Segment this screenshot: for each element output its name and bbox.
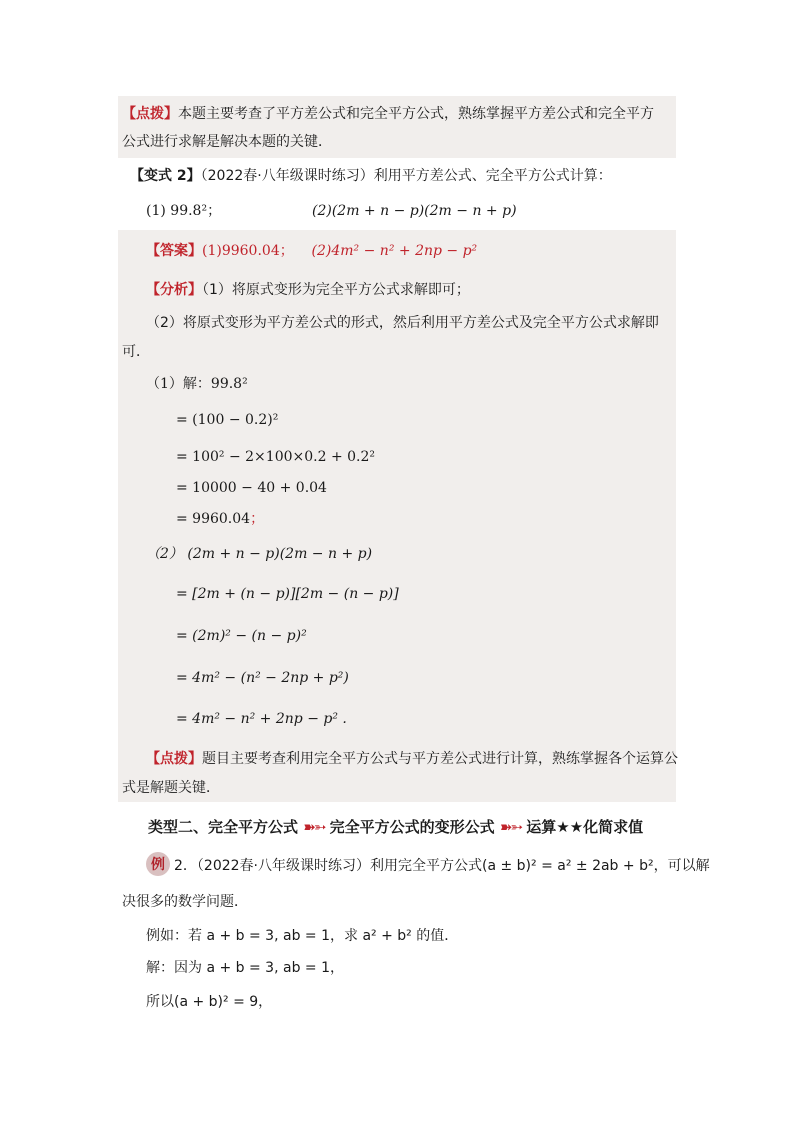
solution-2-step-1: = [2m + (n − p)][2m − (n − p)] xyxy=(176,586,399,602)
tip-2-text-1: 题目主要考查利用完全平方公式与平方差公式进行计算，熟练掌握各个运算公 xyxy=(202,751,678,767)
solution-1-step-4 xyxy=(176,509,264,529)
variant-2-q2: (2)(2m + n − p)(2m − n + p) xyxy=(312,203,517,219)
type-2-part-2: 完全平方公式的变形公式 xyxy=(329,818,495,836)
analysis-tag: 【分析】 xyxy=(146,282,202,298)
variant-2-q1: (1) 99.8²； xyxy=(146,203,222,219)
answer-part-2: (2)4m² − n² + 2np − p² xyxy=(311,243,478,259)
analysis-text-1: （1）将原式变形为完全平方公式求解即可； xyxy=(202,282,470,298)
solution-2-step-2: = (2m)² − (n − p)² xyxy=(176,628,307,644)
type-2-heading xyxy=(148,817,643,837)
answer-part-1: (1)9960.04； xyxy=(202,243,294,259)
analysis-line-1 xyxy=(146,280,470,300)
example-2-line-4: 解：因为 a + b = 3, ab = 1， xyxy=(146,960,344,976)
answer-tag: 【答案】 xyxy=(146,243,202,259)
arrow-icon: ➽➳ xyxy=(499,818,522,836)
analysis-line-2 xyxy=(146,313,659,333)
solution-2-head: （2） (2m + n − p)(2m − n + p) xyxy=(146,546,373,562)
type-2-part-1: 类型二、完全平方公式 xyxy=(148,818,299,836)
tip-2-line-1 xyxy=(146,749,678,769)
solution-1-step-2: = 100² − 2×100×0.2 + 0.2² xyxy=(176,449,376,465)
solution-1-step-3: = 10000 − 40 + 0.04 xyxy=(176,480,327,496)
tip-1-line-1 xyxy=(122,104,654,124)
solution-1-head: （1）解：99.8² xyxy=(146,376,248,392)
variant-2-source: （2022春·八年级课时练习）利用平方差公式、完全平方公式计算： xyxy=(200,168,612,184)
solution-1-step-1: = (100 − 0.2)² xyxy=(176,412,279,428)
variant-2-line xyxy=(130,166,612,186)
tip-1-tag: 【点拨】 xyxy=(122,106,178,122)
solution-2-step-3: = 4m² − (n² − 2np + p²) xyxy=(176,670,349,686)
answer-line xyxy=(146,241,477,261)
tip-2-text-2: 式是解题关键． xyxy=(122,780,220,796)
solution-1-result: = 9960.04 xyxy=(176,511,251,527)
example-2-line-5: 所以(a + b)² = 9， xyxy=(146,994,273,1010)
variant-2-tag: 【变式 2】 xyxy=(130,168,201,184)
solution-2-step-4: = 4m² − n² + 2np − p² . xyxy=(176,711,347,727)
analysis-line-3 xyxy=(122,342,150,362)
tip-2-line-2 xyxy=(122,778,220,798)
tip-1-text-2: 公式进行求解是解决本题的关键． xyxy=(122,134,332,150)
analysis-text-3: 可． xyxy=(122,344,150,360)
tip-2-tag: 【点拨】 xyxy=(146,751,202,767)
type-2-part-3: 运算★★化简求值 xyxy=(526,818,644,836)
example-2-line-2: 决很多的数学问题． xyxy=(122,894,248,910)
solution-1-result-tail: ； xyxy=(250,511,265,527)
example-2-line-1: 2．（2022春·八年级课时练习）利用完全平方公式(a ± b)² = a² ± 2ab + b²，可以解 xyxy=(174,858,710,874)
tip-1-line-2 xyxy=(122,132,332,152)
tip-1-text-1: 本题主要考查了平方差公式和完全平方公式，熟练掌握平方差公式和完全平方 xyxy=(178,106,654,122)
example-badge-icon: 例 xyxy=(146,852,170,876)
example-2-line-3: 例如：若 a + b = 3, ab = 1，求 a² + b² 的值． xyxy=(146,928,459,944)
arrow-icon: ➽➳ xyxy=(303,818,325,836)
analysis-text-2: （2）将原式变形为平方差公式的形式，然后利用平方差公式及完全平方公式求解即 xyxy=(146,315,659,331)
